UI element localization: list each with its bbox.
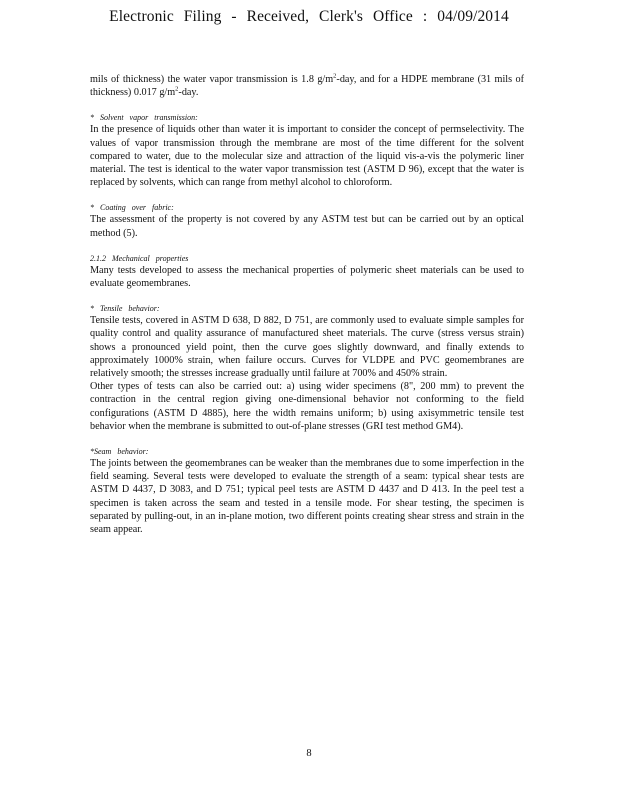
filing-header: Electronic Filing - Received, Clerk's Office : 04/09/2014 xyxy=(109,8,509,25)
intro-text-1: mils of thickness) the water vapor transmission is 1.8 g/m xyxy=(90,74,334,85)
section-paragraph: The joints between the geomembranes can be weaker than the membranes due to some imperfection in the field seaming. Several tests were developed to evaluate the strength of a seam: typical shear tests are ASTM D 4437, D 3083, and D 751; typical peel tests are ASTM D 4437 and D 413. In the peel test a specimen is taken across the seam and tested in a tensile mode. For shear testing, the specimen is separated by pulling-out, in an in-plane motion, two different points creating shear stress and strain in the seam appear. xyxy=(90,458,524,536)
section-heading: * Coating over fabric: xyxy=(90,203,174,213)
intro-text-3: -day. xyxy=(178,87,199,99)
section-paragraph: The assessment of the property is not covered by any ASTM test but can be carried out by an optical method (5). xyxy=(90,214,524,239)
document-body xyxy=(90,73,524,536)
superscript: 2 xyxy=(333,72,337,80)
intro-paragraph xyxy=(90,73,524,99)
section-heading: * Tensile behavior: xyxy=(90,304,160,314)
section-tensile-behavior xyxy=(90,303,524,433)
section-heading: * Solvent vapor transmission: xyxy=(90,113,198,123)
section-paragraph: Other types of tests can also be carried out: a) using wider specimens (8", 200 mm) to prevent the contraction in the central region giving one-dimensional behavior not conforming to the field configurations (ASTM D 4885), here the width remains uniform; b) using axisymmetric tensile test behavior when the membrane is submitted to out-of-plane stresses (GRI test method GM4). xyxy=(90,381,524,432)
intro-text-2: -day, and for a HDPE membrane (31 mils of thickness) 0.017 g/m xyxy=(90,74,524,99)
superscript: 2 xyxy=(175,85,179,93)
section-paragraph: Tensile tests, covered in ASTM D 638, D 882, D 751, are commonly used to evaluate simple samples for quality control and quality assurance of manufactured sheet materials. The curve (stress versus strain) shows a pronounced yield point, then the curve goes slightly downward, and finally extends to approximately 1000% strain, when failure occurs. Curves for VLDPE and PVC geomembranes are relatively smooth; the stresses increase gradually until failure at 700% and 450% strain. xyxy=(90,315,524,380)
page-number: 8 xyxy=(306,748,312,759)
section-heading: 2.1.2 Mechanical properties xyxy=(90,253,189,263)
section-paragraph: Many tests developed to assess the mechanical properties of polymeric sheet materials can be used to evaluate geomembranes. xyxy=(90,264,524,290)
section-seam-behavior xyxy=(90,446,524,536)
section-solvent-vapor xyxy=(90,112,524,189)
section-coating-over-fabric xyxy=(90,202,524,239)
section-mechanical-properties xyxy=(90,253,524,290)
section-paragraph: In the presence of liquids other than water it is important to consider the concept of permselectivity. The values of vapor transmission through the membrane are most of the time different for the solvent compared to water, due to the molecular size and attraction of the liquid vis-a-vis the polymeric liner material. The test is identical to the water vapor transmission test (ASTM D 96), except that the water is replaced by solvents, which can range from methyl alcohol to chloroform. xyxy=(90,124,524,189)
section-heading: *Seam behavior: xyxy=(90,447,149,457)
